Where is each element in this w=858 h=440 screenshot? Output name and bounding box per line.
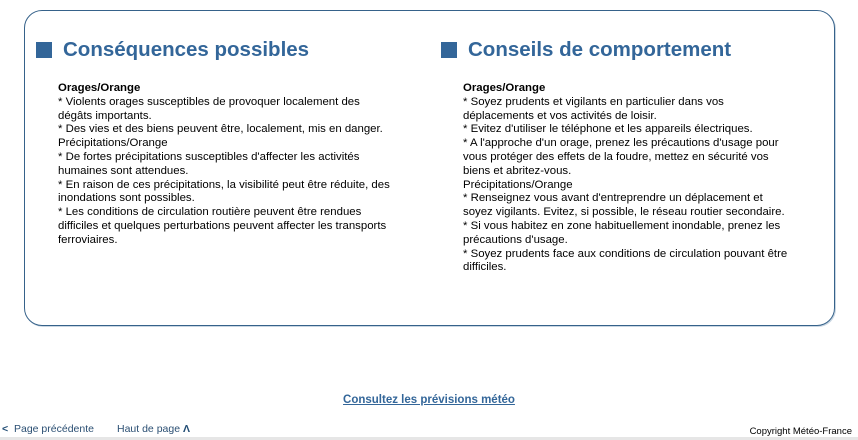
heading-bullet-icon [441,42,457,58]
text-line: * Soyez prudents et vigilants en particulier dans vos [463,95,724,108]
chevron-up-icon: Λ [182,423,190,435]
text-line: * Les conditions de circulation routière peuvent être rendues [58,206,362,219]
text-line: * Violents orages susceptibles de provoquer localement des [58,95,360,108]
advice-title: Conseils de comportement [468,38,732,61]
text-line: inondations sont possibles. [58,192,195,205]
consequences-column [36,36,396,248]
text-line: précautions d'usage. [463,233,568,246]
text-line: * Soyez prudents face aux conditions de circulation pouvant être [463,247,788,260]
text-line: dégâts importants. [58,109,152,122]
advice-heading [441,36,801,64]
consequences-text [58,82,396,248]
vigilance-panel [24,10,835,326]
text-line: soyez vigilants. Evitez, si possible, le réseau routier secondaire. [463,206,785,219]
text-line: * Si vous habitez en zone habituellement inondable, prenez les [463,219,781,232]
text-line: ferroviaires. [58,233,118,246]
advice-column [441,36,801,275]
text-line: * A l'approche d'un orage, prenez les précautions d'usage pour [463,137,779,150]
consequences-title: Conséquences possibles [63,38,310,61]
text-line: biens et abritez-vous. [463,164,572,177]
text-line: Précipitations/Orange [58,137,168,150]
forecast-link[interactable]: Consultez les prévisions météo [343,394,515,406]
previous-page-link[interactable] [2,423,94,435]
text-line: * De fortes précipitations susceptibles d'affecter les activités [58,150,360,163]
text-line: * Des vies et des biens peuvent être, localement, mis en danger. [58,123,383,136]
chevron-left-icon: < [2,423,9,435]
text-line: déplacements et vos activités de loisir. [463,109,657,122]
copyright: Copyright Météo-France [749,426,852,437]
consequences-heading [36,36,396,64]
text-line: Précipitations/Orange [463,178,573,191]
heading-bullet-icon [36,42,52,58]
text-line: difficiles. [463,261,507,274]
text-line: difficiles et quelques perturbations peuvent affecter les transports [58,219,387,232]
text-line: * En raison de ces précipitations, la visibilité peut être réduite, des [58,178,390,191]
text-line: vous protéger des effets de la foudre, mettez en sécurité vos [463,150,769,163]
previous-page-label: Page précédente [13,423,94,435]
top-of-page-link[interactable] [117,423,190,435]
text-line: humaines sont attendues. [58,164,189,177]
text-line: * Evitez d'utiliser le téléphone et les appareils électriques. [463,123,753,136]
advice-text [463,82,801,275]
text-line: Orages/Orange [463,82,546,94]
top-of-page-label: Haut de page [117,423,181,435]
text-line: * Renseignez vous avant d'entreprendre un déplacement et [463,192,763,205]
text-line: Orages/Orange [58,82,141,94]
